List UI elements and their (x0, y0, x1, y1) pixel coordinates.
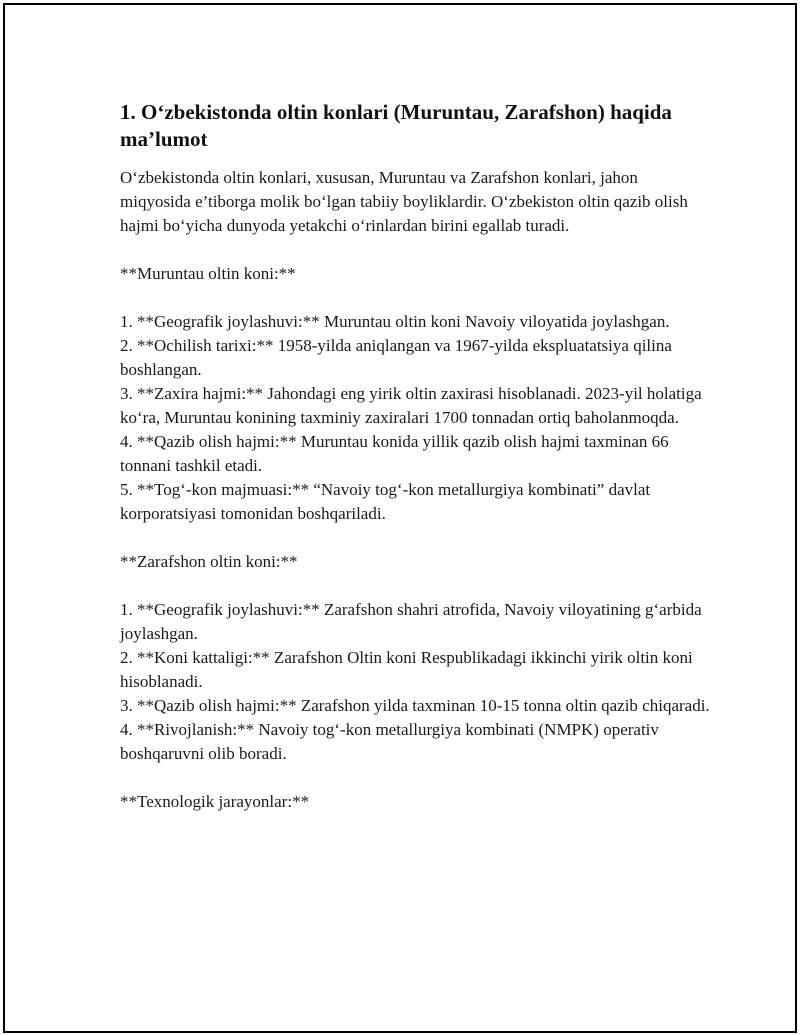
muruntau-item-3: 3. **Zaxira hajmi:** Jahondagi eng yirik oltin zaxirasi hisoblanadi. 2023-yil holatiga ko‘ra, Muruntau konining taxminiy zaxiralari 1700 tonnadan ortiq baholanmoqda. (120, 384, 702, 427)
zarafshon-item-3: 3. **Qazib olish hajmi:** Zarafshon yilda taxminan 10-15 tonna oltin qazib chiqaradi. (120, 696, 710, 715)
spacer (120, 286, 710, 310)
muruntau-item-4: 4. **Qazib olish hajmi:** Muruntau konida yillik qazib olish hajmi taxminan 66 tonnani tashkil etadi. (120, 432, 669, 475)
spacer (120, 766, 710, 790)
spacer (120, 526, 710, 550)
zarafshon-heading: **Zarafshon oltin koni:** (120, 552, 298, 571)
muruntau-item-1: 1. **Geografik joylashuvi:** Muruntau oltin koni Navoiy viloyatida joylashgan. (120, 312, 670, 331)
zarafshon-item-1: 1. **Geografik joylashuvi:** Zarafshon shahri atrofida, Navoiy viloyatining g‘arbida joylashgan. (120, 600, 702, 643)
intro-paragraph: O‘zbekistonda oltin konlari, xususan, Muruntau va Zarafshon konlari, jahon miqyosida e’tiborga molik bo‘lgan tabiiy boyliklardir. O‘zbekiston oltin qazib olish hajmi bo‘yicha dunyoda yetakchi o‘rinlardan birini egallab turadi. (120, 168, 688, 235)
document-page (3, 3, 797, 1033)
muruntau-heading: **Muruntau oltin koni:** (120, 264, 296, 283)
spacer (120, 574, 710, 598)
spacer (120, 238, 710, 262)
technology-heading: **Texnologik jarayonlar:** (120, 792, 310, 811)
document-body (120, 99, 710, 814)
zarafshon-item-2: 2. **Koni kattaligi:** Zarafshon Oltin koni Respublikadagi ikkinchi yirik oltin koni hisoblanadi. (120, 648, 693, 691)
zarafshon-item-4: 4. **Rivojlanish:** Navoiy tog‘-kon metallurgiya kombinati (NMPK) operativ boshqaruvni olib boradi. (120, 720, 659, 763)
muruntau-item-5: 5. **Tog‘-kon majmuasi:** “Navoiy tog‘-kon metallurgiya kombinati” davlat korporatsiyasi tomonidan boshqariladi. (120, 480, 651, 523)
muruntau-item-2: 2. **Ochilish tarixi:** 1958-yilda aniqlangan va 1967-yilda ekspluatatsiya qilina boshlangan. (120, 336, 672, 379)
document-title: 1. O‘zbekistonda oltin konlari (Muruntau, Zarafshon) haqida ma’lumot (120, 100, 672, 151)
